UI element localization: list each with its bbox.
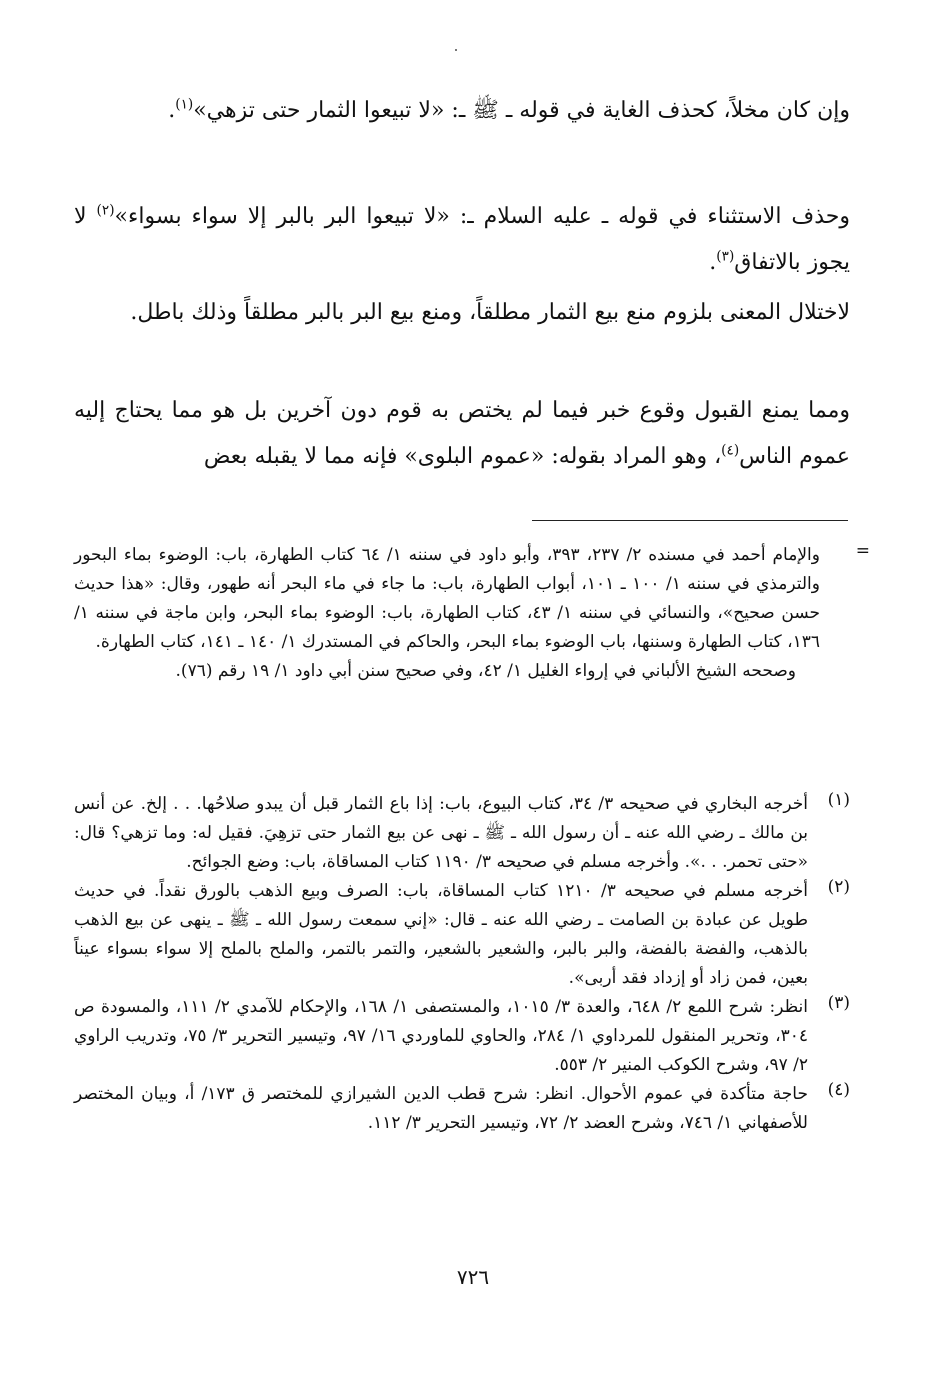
main-text: لا يجوز بالاتفاق [74,204,850,275]
footnote-text: وصححه الشيخ الألباني في إرواء الغليل ١/ ٤٢، وفي صحيح سنن أبي داود ١/ ١٩ رقم (٧٦). [175,661,796,681]
footnote-ref: (٤) [721,442,740,459]
footnote-text: أخرجه البخاري في صحيحه ٣/ ٣٤، كتاب البيوع، باب: إذا باع الثمار قبل أن يبدو صلاحُها. . . إلخ. عن أنس بن مالك ـ رضي الله عنه ـ أن رسول الله ـ ﷺ ـ نهى عن بيع الثمار حتى تزهِيَ. فقيل له: وما تزهي؟ قال: «حتى تحمر. . .». وأخرجه مسلم في صحيحه ٣/ ١١٩٠ كتاب المساقاة، باب: وضع الجوائح. [74,794,808,872]
main-text: وإن كان مخلاً، كحذف الغاية في قوله ـ ﷺ ـ: «لا تبيعوا الثمار حتى تزهي» [193,98,850,123]
main-text: ومما يمنع القبول وقوع خبر فيما لم يختص به قوم دون آخرين بل هو مما يحتاج إليه عموم الناس [74,398,850,469]
main-paragraph-3 [74,290,850,336]
main-text: . [168,98,176,123]
continuation-mark: = [855,541,870,561]
footnote-number: (٣) [827,993,850,1013]
footnote-number: (٢) [827,877,850,897]
footnote-continuation [74,541,870,686]
footnote-2 [74,877,850,993]
footnote-text: انظر: شرح اللمع ٢/ ٦٤٨، والعدة ٣/ ١٠١٥، والمستصفى ١/ ١٦٨، والإحكام للآمدي ٢/ ١١١، والمسودة ص ٣٠٤، وتحرير المنقول للمرداوي ١/ ٢٨٤، والحاوي للماوردي ١٦/ ٩٧، وتيسير التحرير ٣/ ٧٥، وتدريب الراوي ٢/ ٩٧، وشرح الكوكب المنير ٢/ ٥٥٣. [74,997,808,1075]
footnote-list [74,790,850,1138]
main-paragraph-1 [74,88,850,134]
main-paragraph-4 [74,388,850,480]
main-text: لاختلال المعنى بلزوم منع بيع الثمار مطلقاً، ومنع بيع البر بالبر مطلقاً وذلك باطل. [130,300,850,325]
footnote-ref: (٢) [96,202,115,219]
footnote-separator [532,520,848,521]
scan-speck [455,49,457,51]
footnote-4 [74,1080,850,1138]
footnote-text: والإمام أحمد في مسنده ٢/ ٢٣٧، ٣٩٣، وأبو داود في سننه ١/ ٦٤ كتاب الطهارة، باب: الوضوء بماء البحور والترمذي في سننه ١/ ١٠٠ ـ ١٠١، أبواب الطهارة، باب: ما جاء في ماء البحر أنه طهور، وقال: «هذا حديث حسن صحيح»، والنسائي في سننه ١/ ٤٣، كتاب الطهارة، باب: الوضوء بماء البحر، وابن ماجة في سننه ١/ ١٣٦، كتاب الطهارة وسننها، باب الوضوء بماء البحر، والحاكم في المستدرك ١/ ١٤٠ ـ ١٤١، كتاب الطهارة. [74,545,821,652]
page-number: ٧٢٦ [456,1265,490,1289]
footnote-3 [74,993,850,1080]
footnote-number: (١) [827,790,850,810]
footnote-text: أخرجه مسلم في صحيحه ٣/ ١٢١٠ كتاب المساقاة، باب: الصرف وبيع الذهب بالورق نقداً. في حديث طويل عن عبادة بن الصامت ـ رضي الله عنه ـ قال: «إني سمعت رسول الله ـ ﷺ ـ ينهى عن بيع الذهب بالذهب، والفضة بالفضة، والبر بالبر، والشعير بالشعير، والتمر بالتمر، والملح بالملح إلا سواء بسواء عيناً بعين، فمن زاد أو إزداد فقد أربى». [74,881,808,988]
footnote-text: حاجة متأكدة في عموم الأحوال. انظر: شرح قطب الدين الشيرازي للمختصر ق ١٧٣/ أ، وبيان المختصر للأصفهاني ١/ ٧٤٦، وشرح العضد ٢/ ٧٢، وتيسير التحرير ٣/ ١١٢. [74,1084,808,1133]
footnote-number: (٤) [827,1080,850,1100]
main-paragraph-2 [74,194,850,286]
footnote-ref: (٣) [716,248,735,265]
footnote-ref: (١) [175,96,194,113]
main-text: ، وهو المراد بقوله: «عموم البلوى» فإنه مما لا يقبله بعض [203,444,722,469]
footnote-1 [74,790,850,877]
main-text: وحذف الاستثناء في قوله ـ عليه السلام ـ: «لا تبيعوا البر بالبر إلا سواء بسواء» [114,204,850,229]
main-text: . [709,250,717,275]
